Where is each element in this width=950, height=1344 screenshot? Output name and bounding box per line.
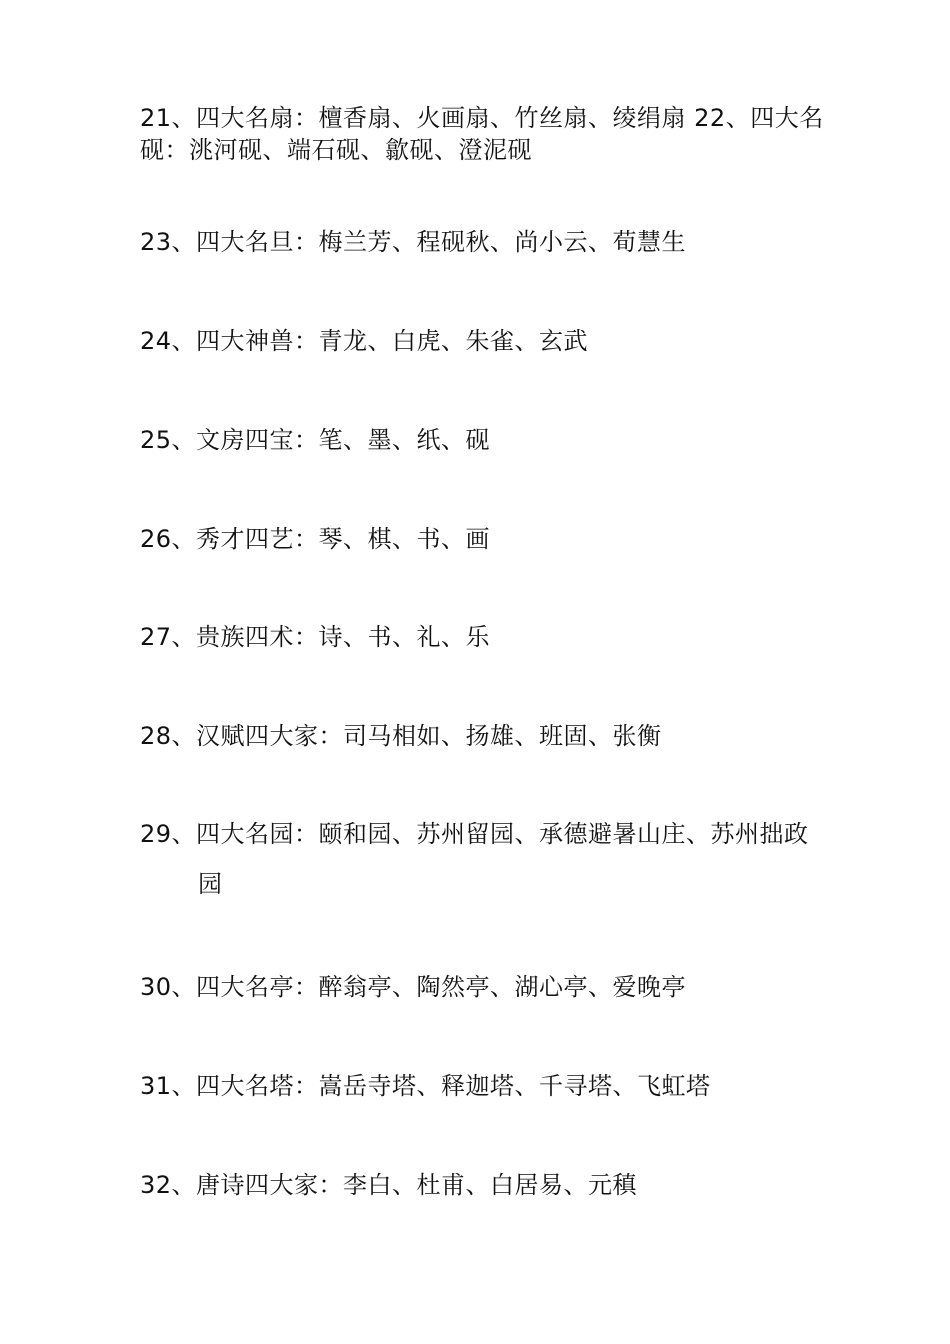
list-item-23: 23、四大名旦：梅兰芳、程砚秋、尚小云、荀慧生 — [140, 228, 687, 256]
list-item-27: 27、贵族四术：诗、书、礼、乐 — [140, 623, 491, 651]
list-item-25: 25、文房四宝：笔、墨、纸、砚 — [140, 426, 491, 454]
list-item-28: 28、汉赋四大家：司马相如、扬雄、班固、张衡 — [140, 722, 662, 750]
list-item-30: 30、四大名亭：醉翁亭、陶然亭、湖心亭、爱晚亭 — [140, 973, 687, 1001]
list-item-29-line1: 29、四大名园：颐和园、苏州留园、承德避暑山庄、苏州拙政 — [140, 820, 809, 848]
list-item-21-line1: 21、四大名扇：檀香扇、火画扇、竹丝扇、绫绢扇 22、四大名 — [140, 104, 824, 132]
list-item-22-line2: 砚：洮河砚、端石砚、歙砚、澄泥砚 — [140, 136, 532, 164]
list-item-29-line2: 园 — [198, 870, 223, 898]
list-item-24: 24、四大神兽：青龙、白虎、朱雀、玄武 — [140, 327, 589, 355]
list-item-31: 31、四大名塔：嵩岳寺塔、释迦塔、千寻塔、飞虹塔 — [140, 1072, 711, 1100]
list-item-32: 32、唐诗四大家：李白、杜甫、白居易、元稹 — [140, 1171, 638, 1199]
list-item-26: 26、秀才四艺：琴、棋、书、画 — [140, 525, 491, 553]
